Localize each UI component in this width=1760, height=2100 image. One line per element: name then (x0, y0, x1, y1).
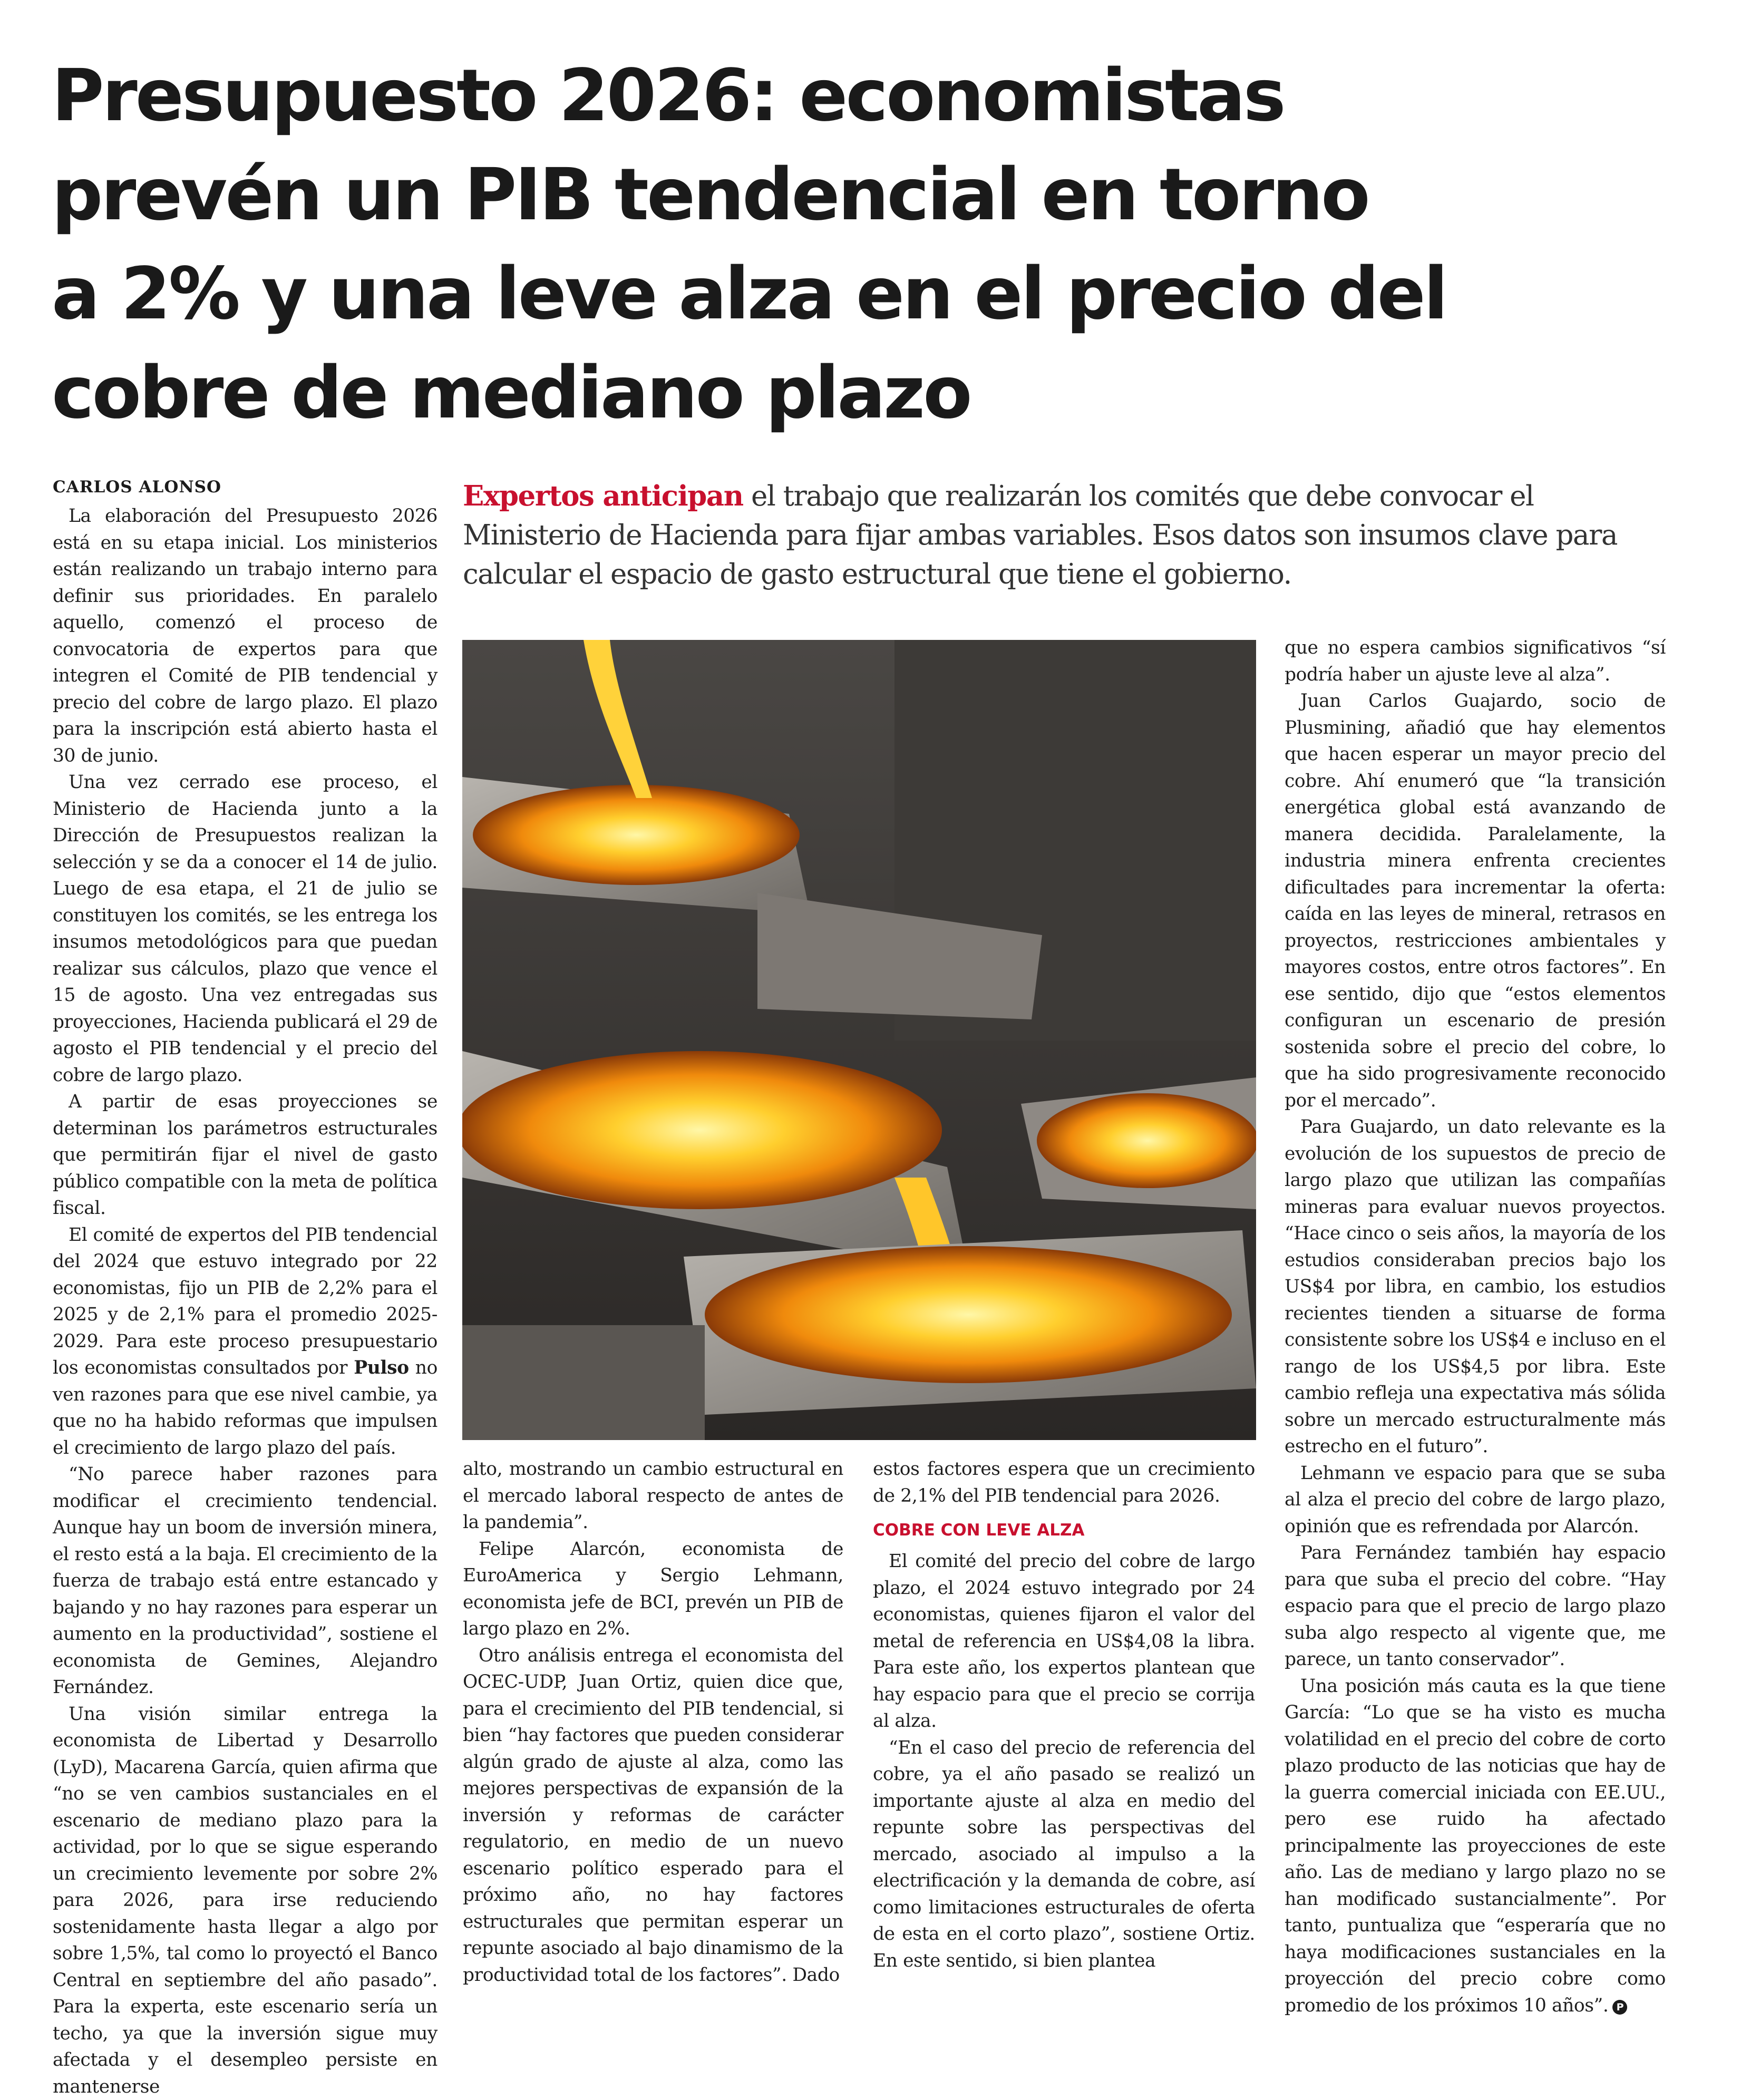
paragraph: A partir de esas proyecciones se determinan los parámetros estructurales que permitirán fijar el nivel de gasto público compatible con la meta de política fiscal. (53, 1088, 437, 1222)
paragraph: estos factores espera que un crecimiento de 2,1% del PIB tendencial para 2026. (873, 1456, 1255, 1509)
paragraph: Lehmann ve espacio para que se suba al alza el precio del cobre de largo plazo, opinión que es refrendada por Alarcón. (1285, 1460, 1666, 1540)
paragraph: Para Fernández también hay espacio para que suba el precio del cobre. “Hay espacio para que el precio de largo plazo suba algo respecto al vigente que, me parece, un tanto conservador”. (1285, 1540, 1666, 1673)
headline-line: prevén un PIB tendencial en torno (52, 145, 1633, 245)
paragraph: alto, mostrando un cambio estructural en el mercado laboral respecto de antes de la pandemia”. (463, 1456, 843, 1536)
paragraph: Felipe Alarcón, economista de EuroAmerica y Sergio Lehmann, economista jefe de BCI, prevén un PIB de largo plazo en 2%. (463, 1536, 843, 1642)
lead-paragraph (463, 477, 1675, 594)
paragraph: El comité del precio del cobre de largo plazo, el 2024 estuvo integrado por 24 economistas, quienes fijaron el valor del metal de referencia en US$4,08 la libra. Para este año, los expertos plantean que hay espacio para que el precio se corrija al alza. (873, 1548, 1255, 1735)
column-3 (873, 1456, 1255, 1974)
paragraph (1285, 1673, 1666, 2019)
paragraph (53, 1222, 437, 1462)
column-4 (1285, 635, 1666, 2019)
lead-highlight: Expertos anticipan (463, 480, 743, 512)
brand-name: Pulso (354, 1357, 409, 1378)
subheading: COBRE CON LEVE ALZA (873, 1519, 1255, 1542)
paragraph-text: no ven razones para que ese nivel cambie, ya que no ha habido reformas que impulsen el crecimiento de largo plazo del país. (53, 1357, 437, 1459)
paragraph-text: El comité de expertos del PIB tendencial del 2024 que estuvo integrado por 22 economistas, fijo un PIB de 2,2% para el 2025 y de 2,1% para el promedio 2025-2029. Para este proceso presupuestario los economistas consultados por (53, 1224, 437, 1379)
paragraph-text: Una posición más cauta es la que tiene García: “Lo que se ha visto es mucha volatilidad en el precio del cobre de corto plazo producto de las noticias que hay de la guerra comercial iniciada con EE.UU., pero ese ruido ha afectado principalmente las proyecciones de este año. Las de mediano y largo plazo no se han modificado sustancialmente”. Por tanto, puntualiza que “esperaría que no haya modificaciones sustanciales en la proyección del precio cobre como promedio de los próximos 10 años”. (1285, 1676, 1666, 2016)
headline (52, 46, 1633, 443)
column-1 (53, 503, 437, 2100)
paragraph: Una visión similar entrega la economista de Libertad y Desarrollo (LyD), Macarena García, quien afirma que “no se ven cambios sustanciales en el escenario de mediano plazo para la actividad, por lo que se sigue esperando un crecimiento levemente por sobre 2% para 2026, para irse reduciendo sostenidamente hasta llegar a algo por sobre 1,5%, tal como lo proyectó el Banco Central en septiembre del año pasado”. Para la experta, este escenario sería un techo, ya que la inversión sigue muy afectada y el desempleo persiste en mantenerse (53, 1701, 437, 2100)
lead-text: el trabajo que realizarán los comités que debe convocar el Ministerio de Hacienda para fijar ambas variables. Esos datos son insumos clave para calcular el espacio de gasto estructural que tiene el gobierno. (463, 480, 1617, 590)
headline-line: Presupuesto 2026: economistas (52, 46, 1633, 145)
copper-smelting-photo (462, 640, 1256, 1440)
byline: CARLOS ALONSO (53, 478, 221, 497)
paragraph: Juan Carlos Guajardo, socio de Plusmining, añadió que hay elementos que hacen esperar un mayor precio del cobre. Ahí enumeró que “la transición energética global está avanzando de manera decidida. Paralelamente, la industria minera enfrenta crecientes dificultades para incrementar la oferta: caída en las leyes de mineral, retrasos en proyectos, restricciones ambientales y mayores costos, entre otros factores”. En ese sentido, dijo que “estos elementos configuran un escenario de presión sostenida sobre el precio del cobre, lo que ha sido progresivamente reconocido por el mercado”. (1285, 688, 1666, 1114)
paragraph: que no espera cambios significativos “sí podría haber un ajuste leve al alza”. (1285, 635, 1666, 688)
paragraph: “En el caso del precio de referencia del cobre, ya el año pasado se realizó un importante ajuste al alza en medio del repunte sobre las perspectivas del mercado, asociado al impulso a la electrificación y la demanda de cobre, así como limitaciones estructurales de oferta de esta en el corto plazo”, sostiene Ortiz. En este sentido, si bien plantea (873, 1735, 1255, 1975)
end-mark-icon: P (1612, 2000, 1627, 2015)
headline-line: a 2% y una leve alza en el precio del (52, 245, 1633, 344)
paragraph: Una vez cerrado ese proceso, el Ministerio de Hacienda junto a la Dirección de Presupuestos realizan la selección y se da a conocer el 14 de julio. Luego de esa etapa, el 21 de julio se constituyen los comités, se les entrega los insumos metodológicos para que puedan realizar sus cálculos, plazo que vence el 15 de agosto. Una vez entregadas sus proyecciones, Hacienda publicará el 29 de agosto el PIB tendencial y el precio del cobre de largo plazo. (53, 769, 437, 1088)
paragraph: “No parece haber razones para modificar el crecimiento tendencial. Aunque hay un boom de inversión minera, el resto está a la baja. El crecimiento de la fuerza de trabajo está entre estancado y bajando y no hay razones para esperar un aumento en la productividad”, sostiene el economista de Gemines, Alejandro Fernández. (53, 1461, 437, 1701)
paragraph: Para Guajardo, un dato relevante es la evolución de los supuestos de precio de largo plazo que utilizan las compañías mineras para evaluar nuevos proyectos. “Hace cinco o seis años, la mayoría de los estudios consideraban precios bajo los US$4 por libra, en cambio, los estudios recientes tienden a situarse de forma consistente sobre los US$4 e incluso en el rango de los US$4,5 por libra. Este cambio refleja una expectativa más sólida sobre un mercado estructuralmente más estrecho en el futuro”. (1285, 1114, 1666, 1460)
paragraph: La elaboración del Presupuesto 2026 está en su etapa inicial. Los ministerios están realizando un trabajo interno para definir sus prioridades. En paralelo aquello, comenzó el proceso de convocatoria de expertos para que integren el Comité de PIB tendencial y precio del cobre de largo plazo. El plazo para la inscripción está abierto hasta el 30 de junio. (53, 503, 437, 769)
paragraph: Otro análisis entrega el economista del OCEC-UDP, Juan Ortiz, quien dice que, para el crecimiento del PIB tendencial, si bien “hay factores que pueden considerar algún grado de ajuste al alza, como las mejores perspectivas de expansión de la inversión y reformas de carácter regulatorio, en medio de un nuevo escenario político esperado para el próximo año, no hay factores estructurales que permitan esperar un repunte asociado al bajo dinamismo de la productividad total de los factores”. Dado (463, 1642, 843, 1989)
headline-line: cobre de mediano plazo (52, 344, 1633, 443)
photo-illustration (462, 640, 1256, 1440)
column-2 (463, 1456, 843, 1988)
